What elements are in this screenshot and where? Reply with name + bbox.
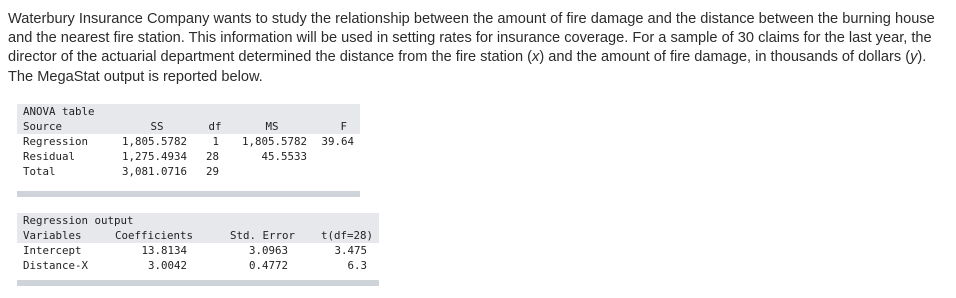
question-text	[8, 10, 948, 87]
anova-header-ss: SS	[150, 120, 164, 133]
regression-se-distance: 0.4772	[248, 259, 288, 272]
anova-source-total: Total	[23, 165, 56, 178]
anova-ss-total: 3,081.0716	[121, 165, 187, 178]
anova-df-regression: 1	[212, 135, 219, 148]
regression-header-row	[17, 228, 379, 243]
anova-title: ANOVA table	[23, 105, 95, 118]
anova-ms-residual: 45.5533	[261, 150, 307, 163]
anova-header-row	[17, 119, 360, 134]
anova-ms-regression: 1,805.5782	[241, 135, 307, 148]
table-row	[17, 149, 360, 164]
regression-variable-intercept: Intercept	[23, 244, 82, 257]
anova-df-total: 29	[205, 165, 219, 178]
regression-title: Regression output	[23, 214, 134, 227]
anova-header-source: Source	[23, 120, 63, 133]
table-row	[17, 243, 379, 258]
regression-t-distance: 6.3	[347, 259, 367, 272]
anova-ss-residual: 1,275.4934	[121, 150, 187, 163]
question-part-3: ). The MegaStat output is reported below.	[8, 49, 927, 85]
y-variable: y	[910, 49, 918, 66]
regression-title-row	[17, 213, 379, 228]
anova-source-residual: Residual	[23, 150, 76, 163]
anova-title-row	[17, 104, 360, 119]
question-part-1: Waterbury Insurance Company wants to study the relationship between the amount of fire damage and the distance between the burning house and the nearest fire station. This information will be used in setting rates for insurance coverage. For a sample of 30 claims for the last year, the director of the actuarial department determined the distance from the fire station (	[8, 11, 935, 66]
table-row	[17, 258, 379, 273]
anova-header-ms: MS	[265, 120, 279, 133]
regression-coef-intercept: 13.8134	[141, 244, 187, 257]
regression-t-intercept: 3.475	[334, 244, 367, 257]
regression-header-t: t(df=28)	[321, 229, 374, 242]
anova-header-f: F	[340, 120, 347, 133]
regression-coef-distance: 3.0042	[147, 259, 187, 272]
x-variable: x	[532, 49, 540, 66]
regression-output-table	[17, 213, 379, 286]
question-part-2: ) and the amount of fire damage, in thousands of dollars (	[539, 49, 911, 66]
anova-source-regression: Regression	[23, 135, 89, 148]
regression-se-intercept: 3.0963	[248, 244, 288, 257]
anova-ss-regression: 1,805.5782	[121, 135, 187, 148]
table-bottom-rule	[17, 280, 379, 286]
regression-variable-distance: Distance-X	[23, 259, 89, 272]
regression-header-coefficients: Coefficients	[115, 229, 194, 242]
table-row	[17, 164, 360, 179]
table-bottom-rule	[17, 191, 360, 197]
regression-header-std-error: Std. Error	[230, 229, 296, 242]
regression-header-variables: Variables	[23, 229, 82, 242]
table-row	[17, 134, 360, 149]
anova-df-residual: 28	[205, 150, 219, 163]
anova-header-df: df	[208, 120, 222, 133]
anova-table	[17, 104, 360, 197]
anova-f-regression: 39.64	[321, 135, 354, 148]
